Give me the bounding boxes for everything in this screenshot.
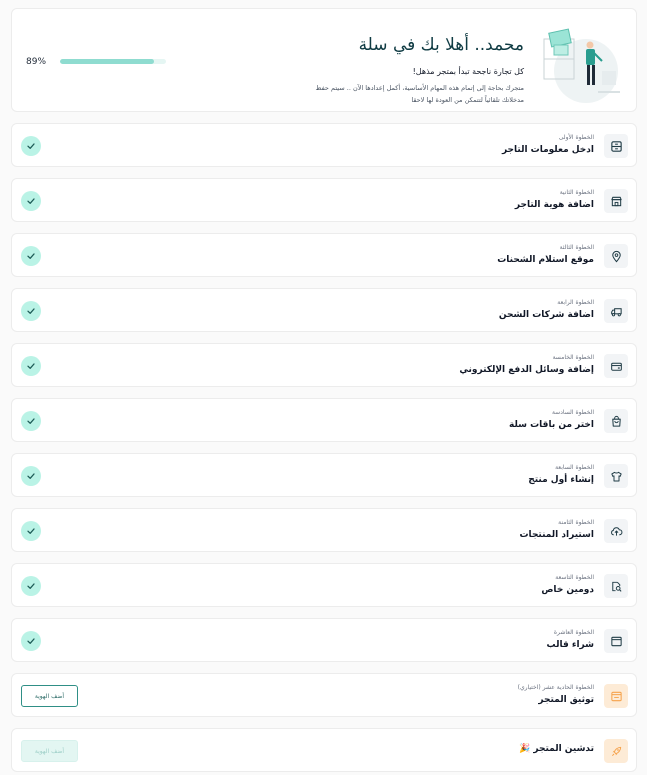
welcome-card: [11, 8, 637, 112]
check-icon: [21, 631, 41, 651]
rocket-icon: [604, 739, 628, 763]
step-row-2[interactable]: [11, 178, 637, 222]
step-title: إضافة وسائل الدفع الإلكتروني: [459, 365, 594, 375]
check-icon: [21, 576, 41, 596]
step-title: اضافة شركات الشحن: [498, 310, 594, 320]
progress-percent: 89%: [26, 57, 47, 67]
step-row-3[interactable]: [11, 233, 637, 277]
check-icon: [21, 521, 41, 541]
cloud-upload-icon: [604, 519, 628, 543]
store-icon: [604, 189, 628, 213]
optional-tag: (اختياري): [517, 684, 541, 691]
step-title: اضافة هوية التاجر: [514, 200, 594, 210]
step-title: شراء قالب: [546, 640, 594, 650]
step-title: استيراد المنتجات: [519, 530, 594, 540]
welcome-subtitle: كل تجارة ناجحة تبدأ بمتجر مذهل!: [412, 67, 524, 76]
check-icon: [21, 301, 41, 321]
step-label: الخطوة الأولى: [558, 134, 594, 141]
check-icon: [21, 466, 41, 486]
check-icon: [21, 191, 41, 211]
verify-store-icon: [604, 684, 628, 708]
step-row-5[interactable]: [11, 343, 637, 387]
launch-add-identity-button[interactable]: أضف الهوية: [21, 740, 78, 762]
step-label: الخطوة الخامسة: [552, 354, 594, 361]
step-label: الخطوة السابعة: [555, 464, 594, 471]
step-title: توثيق المتجر: [538, 695, 594, 705]
step-row-9[interactable]: [11, 563, 637, 607]
step-label: الخطوة التاسعة: [555, 574, 594, 581]
step-label: الخطوة الثالثة: [559, 244, 594, 251]
step-label: الخطوة السادسة: [551, 409, 594, 416]
step-label: الخطوة العاشرة: [553, 629, 594, 636]
step-title: موقع استلام الشحنات: [497, 255, 594, 265]
step-label: الخطوة الثامنة: [558, 519, 594, 526]
step-row-6[interactable]: [11, 398, 637, 442]
step-row-1[interactable]: [11, 123, 637, 167]
truck-icon: [604, 299, 628, 323]
step-title: اختر من باقات سلة: [509, 420, 594, 430]
welcome-title: محمد.. أهلا بك في سلة: [358, 35, 524, 55]
add-identity-button[interactable]: أضف الهوية: [21, 685, 78, 707]
step-title: دومين خاص: [541, 585, 594, 595]
step-row-launch[interactable]: [11, 728, 637, 772]
domain-search-icon: [604, 574, 628, 598]
launch-store-title: تدشين المتجر 🎉: [519, 744, 594, 754]
step-row-8[interactable]: [11, 508, 637, 552]
step-row-10[interactable]: [11, 618, 637, 662]
check-icon: [21, 246, 41, 266]
check-icon: [21, 356, 41, 376]
merchant-info-icon: [604, 134, 628, 158]
location-pin-icon: [604, 244, 628, 268]
step-row-7[interactable]: [11, 453, 637, 497]
shirt-icon: [604, 464, 628, 488]
bag-icon: [604, 409, 628, 433]
step-row-4[interactable]: [11, 288, 637, 332]
progress-bar-fill: [60, 59, 154, 64]
check-icon: [21, 411, 41, 431]
step-row-11[interactable]: [11, 673, 637, 717]
progress-bar: [60, 59, 166, 64]
step-title: إنشاء أول منتج: [528, 475, 594, 485]
step-label: الخطوة الثانية: [559, 189, 594, 196]
step-label: الخطوة الرابعة: [557, 299, 594, 306]
template-icon: [604, 629, 628, 653]
step-title: ادخل معلومات التاجر: [501, 145, 594, 155]
welcome-description: متجرك بحاجة إلى إتمام هذه المهام الأساسية، أكمل إعدادها الآن .. سيتم حفظ مدخلاتك تلقائياً لتتمكن من العودة لها لاحقا: [315, 84, 524, 104]
check-icon: [21, 136, 41, 156]
welcome-illustration: [538, 21, 622, 105]
payment-icon: [604, 354, 628, 378]
step-label: الخطوة الحادية عشر: [542, 684, 594, 691]
